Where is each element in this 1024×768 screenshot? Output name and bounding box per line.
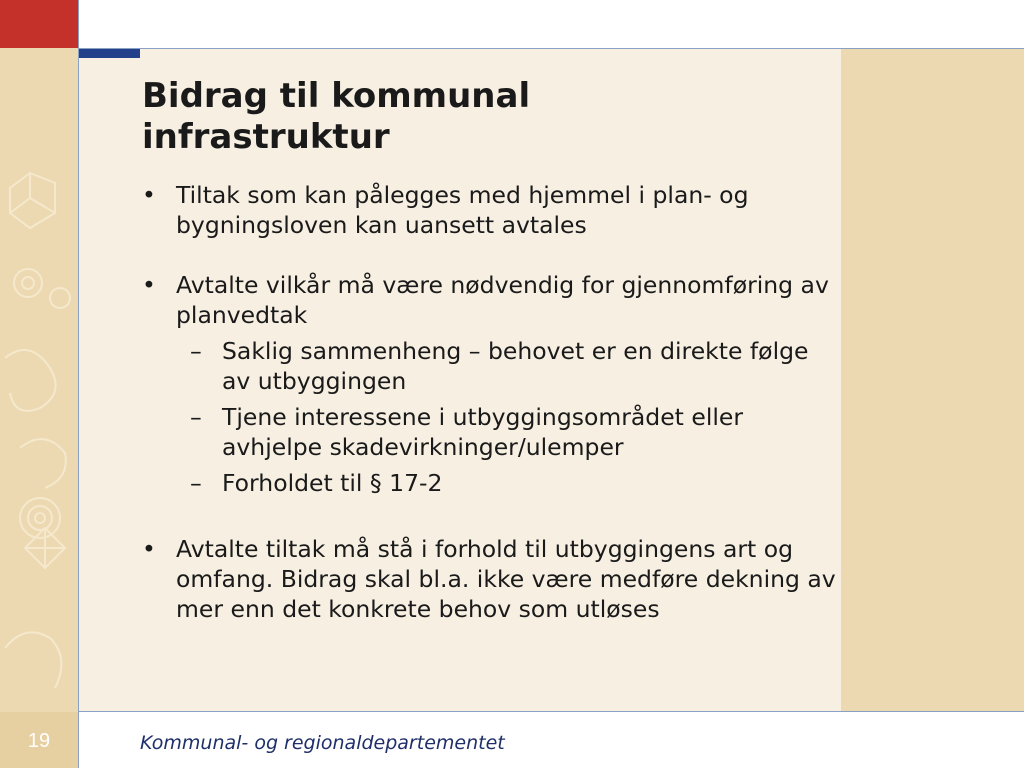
bullet-mark: •: [142, 181, 156, 209]
page-number: 19: [27, 730, 51, 752]
bullet-item: [142, 534, 842, 624]
dash-mark: –: [190, 403, 202, 431]
sub-bullet-text: Tjene interessene i utbyggingsområdet eller avhjelpe skadevirkninger/ulemper: [222, 403, 744, 461]
bullet-mark: •: [142, 271, 156, 299]
sub-bullet-item: [142, 336, 842, 396]
bullet-item: [142, 180, 842, 240]
sub-bullet-text: Saklig sammenheng – behovet er en direkte følge av utbyggingen: [222, 337, 809, 395]
sub-bullet-text: Forholdet til § 17-2: [222, 469, 443, 497]
bullet-text: Avtalte vilkår må være nødvendig for gjennomføring av planvedtak: [176, 271, 829, 329]
bullet-mark: •: [142, 535, 156, 563]
right-decor-column: [841, 49, 1024, 711]
title-accent-bar: [79, 49, 140, 58]
content-panel-top: [140, 49, 841, 58]
footer-department: Kommunal- og regionaldepartementet: [140, 732, 505, 754]
sub-bullet-item: [142, 402, 842, 462]
brand-red-block: [0, 0, 78, 48]
dash-mark: –: [190, 337, 202, 365]
bullet-text: Avtalte tiltak må stå i forhold til utbyggingens art og omfang. Bidrag skal bl.a. ikke være medføre dekning av mer enn det konkrete behov som utløses: [176, 535, 836, 623]
bullet-text: Tiltak som kan pålegges med hjemmel i plan- og bygningsloven kan uansett avtales: [176, 181, 749, 239]
slide-title: Bidrag til kommunal infrastruktur: [142, 76, 531, 157]
ornament-pattern: [0, 48, 78, 712]
divider-bottom: [78, 711, 1024, 712]
dash-mark: –: [190, 469, 202, 497]
slide-body: [142, 180, 842, 624]
sub-bullet-item: [142, 468, 842, 498]
bullet-item: [142, 270, 842, 330]
